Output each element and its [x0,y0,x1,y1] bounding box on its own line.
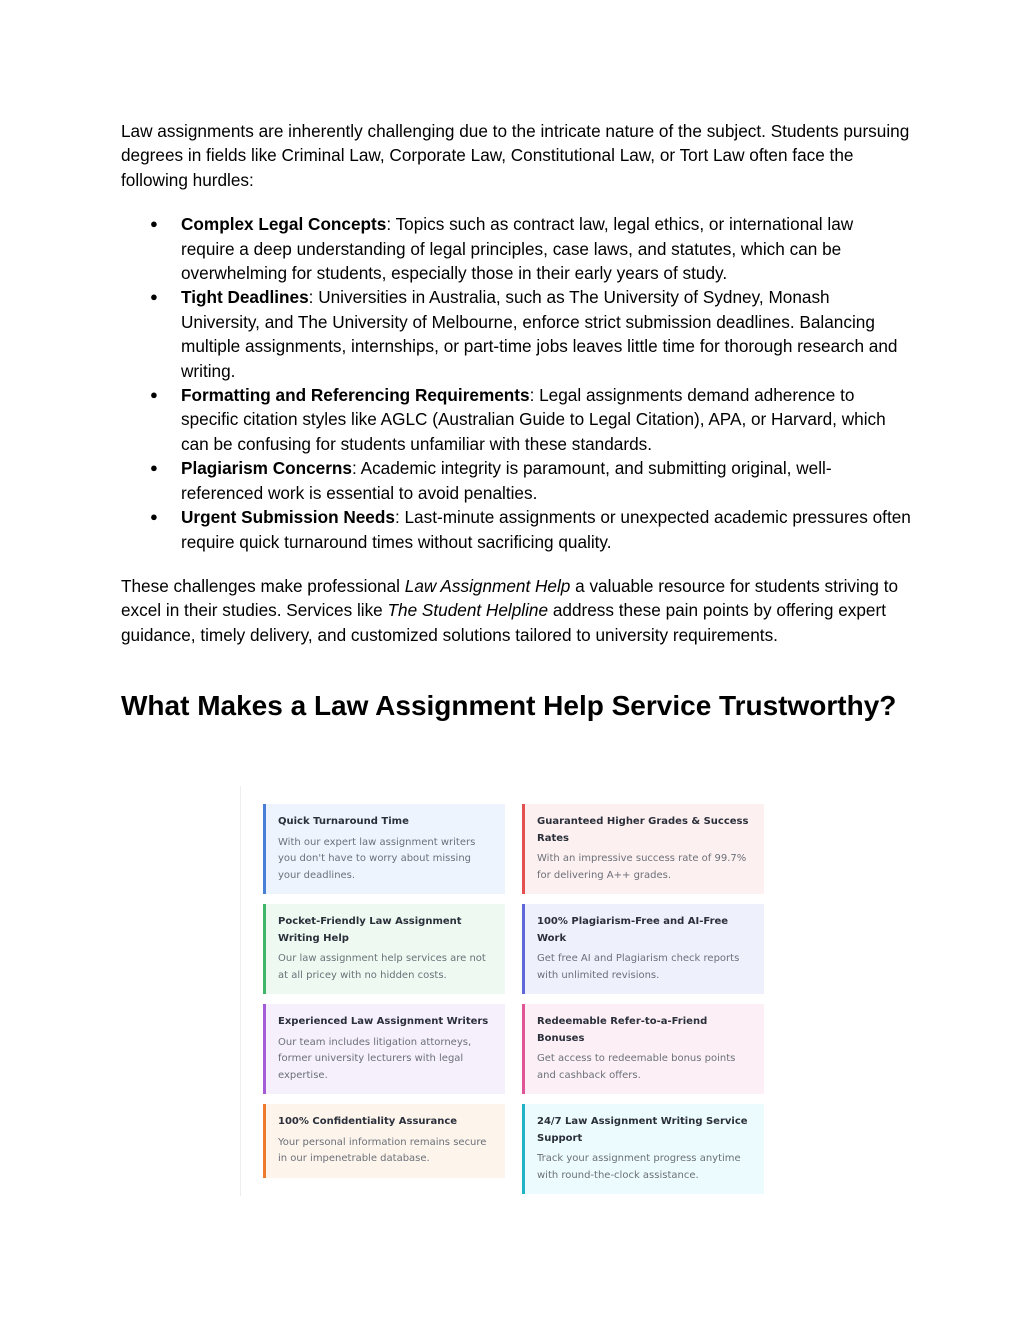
bullet-icon: ● [150,509,158,525]
hurdles-list [121,212,911,554]
list-item-title: Formatting and Referencing Requirements [181,385,530,406]
feature-card-pricing [263,904,505,994]
feature-card-title: 100% Confidentiality Assurance [278,1116,458,1127]
closing-emphasis-brand: The Student Helpline [387,600,549,621]
feature-card-referral [522,1004,764,1094]
list-item-title: Tight Deadlines [181,287,309,308]
intro-paragraph: Law assignments are inherently challenging due to the intricate nature of the subject. Students pursuing degrees in fields like Criminal Law, Corporate Law, Constitutional Law, or Tort Law often face the following hurdles: [121,121,910,190]
feature-card-title: Redeemable Refer-to-a-Friend Bonuses [537,1016,708,1044]
closing-text-2: a valuable resource for students striving to excel in their studies. Services like [121,575,899,621]
list-item [121,456,911,505]
feature-card-description: Get access to redeemable bonus points and cashback offers. [537,1053,736,1081]
feature-card-description: With an impressive success rate of 99.7% for delivering A++ grades. [537,853,747,881]
feature-card-title: Experienced Law Assignment Writers [278,1016,489,1027]
list-item [121,285,911,383]
feature-card-title: 100% Plagiarism-Free and AI-Free Work [537,916,729,944]
list-item-text: : Academic integrity is paramount, and submitting original, well-referenced work is essential to avoid penalties. [181,458,832,503]
feature-card-grades [522,804,764,894]
features-column-left [263,804,505,1188]
feature-card-description: Get free AI and Plagiarism check reports with unlimited revisions. [537,953,740,981]
list-item-text: : Legal assignments demand adherence to specific citation styles like AGLC (Australian Guide to Legal Citation), APA, or Harvard, which can be confusing for students unfamiliar with these standards. [181,385,886,454]
bullet-icon: ● [150,289,158,305]
document-content [121,119,911,725]
bullet-icon: ● [150,460,158,476]
features-figure [240,786,781,1196]
feature-card-description: With our expert law assignment writers you don't have to worry about missing your deadlines. [278,836,476,881]
feature-card-turnaround [263,804,505,894]
closing-text-1: These challenges make professional [121,575,405,596]
feature-card-description: Track your assignment progress anytime with round-the-clock assistance. [537,1153,741,1181]
list-item [121,383,911,456]
list-item-title: Urgent Submission Needs [181,507,395,528]
feature-card-title: 24/7 Law Assignment Writing Service Support [537,1116,748,1144]
section-heading: What Makes a Law Assignment Help Service Trustworthy? [121,690,897,722]
feature-card-support [522,1104,764,1194]
list-item-text: : Last-minute assignments or unexpected academic pressures often require quick turnaround times without sacrificing quality. [181,507,911,552]
feature-card-description: Your personal information remains secure in our impenetrable database. [278,1136,487,1164]
list-item-title: Complex Legal Concepts [181,214,387,235]
list-item-title: Plagiarism Concerns [181,458,352,479]
closing-paragraph [121,574,911,647]
list-item [121,212,911,285]
closing-emphasis-service: Law Assignment Help [404,575,571,596]
feature-card-description: Our law assignment help services are not at all pricey with no hidden costs. [278,953,486,981]
feature-card-confidentiality [263,1104,505,1178]
feature-card-plagiarism [522,904,764,994]
feature-card-title: Pocket-Friendly Law Assignment Writing Help [278,916,462,944]
features-column-right [522,804,764,1204]
list-item [121,505,911,554]
feature-card-title: Guaranteed Higher Grades & Success Rates [537,816,749,844]
list-item-text: : Universities in Australia, such as The University of Sydney, Monash University, and The University of Melbourne, enforce strict submission deadlines. Balancing multiple assignments, internships, or part-time jobs leaves little time for thorough research and writing. [181,287,898,381]
feature-card-description: Our team includes litigation attorneys, former university lecturers with legal expertise. [278,1036,472,1081]
closing-text-3: address these pain points by offering expert guidance, timely delivery, and customized solutions tailored to university requirements. [121,600,886,645]
list-item-text: : Topics such as contract law, legal ethics, or international law require a deep understanding of legal principles, case laws, and statutes, which can be overwhelming for students, especially those in their early years of study. [181,214,854,284]
feature-card-writers [263,1004,505,1094]
feature-card-title: Quick Turnaround Time [278,816,409,827]
bullet-icon: ● [150,216,158,232]
bullet-icon: ● [150,387,158,403]
